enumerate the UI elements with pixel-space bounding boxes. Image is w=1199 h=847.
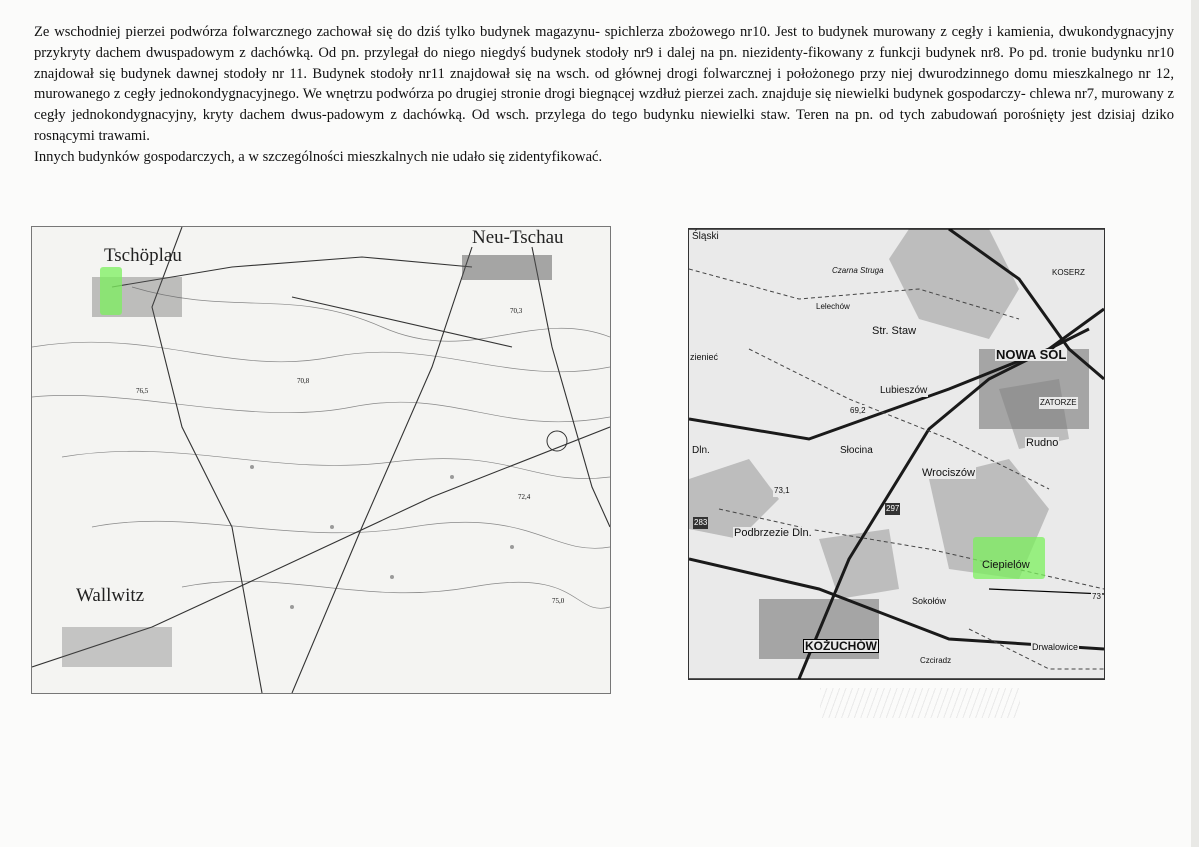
map-label-czciradz: Czciradz: [920, 656, 952, 665]
scan-edge: [1191, 0, 1199, 847]
road-number: 283: [694, 518, 708, 527]
spot-height: 73,1: [774, 486, 790, 495]
document-text: [34, 22, 1174, 168]
map-label-neu-tschau: Neu-Tschau: [472, 227, 564, 248]
historic-elevation: 70,3: [510, 307, 523, 315]
modern-map-highlight: [973, 537, 1045, 579]
historic-map-highlight: [100, 267, 122, 315]
historic-elevation: 76,5: [136, 387, 149, 395]
map-label-podbrzezie-dln: Podbrzezie Dln.: [734, 527, 812, 539]
historic-elevation: 70,8: [297, 377, 310, 385]
modern-road-map: [688, 228, 1105, 680]
map-label-zieniec: zienieć: [690, 352, 719, 362]
map-label-wallwitz: Wallwitz: [76, 585, 145, 606]
scan-artifact: [820, 688, 1020, 718]
map-label-kozuchow: KOŻUCHÓW: [805, 639, 877, 653]
historic-topographic-map: [31, 226, 611, 694]
map-label-drwalowice: Drwalowice: [1032, 642, 1079, 652]
map-label-czarna-struga: Czarna Struga: [832, 266, 884, 275]
map-label-ciepielow: Ciepielów: [982, 559, 1030, 571]
map-label-tschoplau: Tschöplau: [104, 245, 182, 266]
spot-height: 69,2: [850, 406, 866, 415]
map-label-nowa-sol: NOWA SÓL: [996, 347, 1067, 362]
map-label-lubieszow: Lubieszów: [880, 385, 928, 396]
historic-elevation: 75,0: [552, 597, 565, 605]
map-label-slaski: Śląski: [692, 231, 719, 242]
spot-height: 73: [1092, 592, 1101, 601]
modern-map-linework: [689, 229, 1104, 679]
map-label-koserz: KOSERZ: [1052, 268, 1085, 277]
map-label-zatorze: ZATORZE: [1040, 398, 1077, 407]
map-label-rudno: Rudno: [1026, 437, 1059, 449]
map-label-str-staw: Str. Staw: [872, 325, 917, 337]
map-label-dln: Dln.: [692, 445, 710, 456]
historic-elevation: 72,4: [518, 493, 531, 501]
paragraph-final: Innych budynków gospodarczych, a w szczególności mieszkalnych nie udało się zidentyfikować.: [34, 148, 603, 165]
map-label-slocina: Słocina: [840, 445, 873, 456]
road-number: 297: [886, 504, 900, 513]
map-label-sokolow: Sokołów: [912, 596, 947, 606]
map-label-wrociszow: Wrociszów: [922, 467, 975, 479]
map-label-lelechow: Lelechów: [816, 302, 850, 311]
paragraph-main: Ze wschodniej pierzei podwórza folwarcznego zachował się do dziś tylko budynek magazynu- spichlerza zbożowego nr10. Jest to budynek murowany z cegły i kamienia, dwukondygnacyjny przykryty dachem dwuspadowym z dachówką. Od pn. przylegał do niego niegdyś budynek stodoły nr9 i dalej na pn. niezidenty-fikowany z funkcji budynek nr8. Po pd. tronie budynku nr10 znajdował się budynek dawnej stodoły nr 11. Budynek stodoły nr11 znajdował się na wsch. od głównej drogi folwarcznej i położonego przy niej dwurodzinnego domu mieszkalnego nr 12, murowanego z cegły jednokondygnacyjnego. We wnętrzu podwórza po drugiej stronie drogi biegnącej wzdłuż pierzei zach. znajduje się niewielki budynek gospodarczy- chlewa nr7, murowany z cegły jednokondygnacyjny, kryty dachem dwus-padowym z dachówką. Od wsch. przylega do tego budynku niewielki staw. Teren na pn. od tych zabudowań porośnięty jest dzisiaj dziko rosnącymi trawami.: [34, 24, 1174, 144]
